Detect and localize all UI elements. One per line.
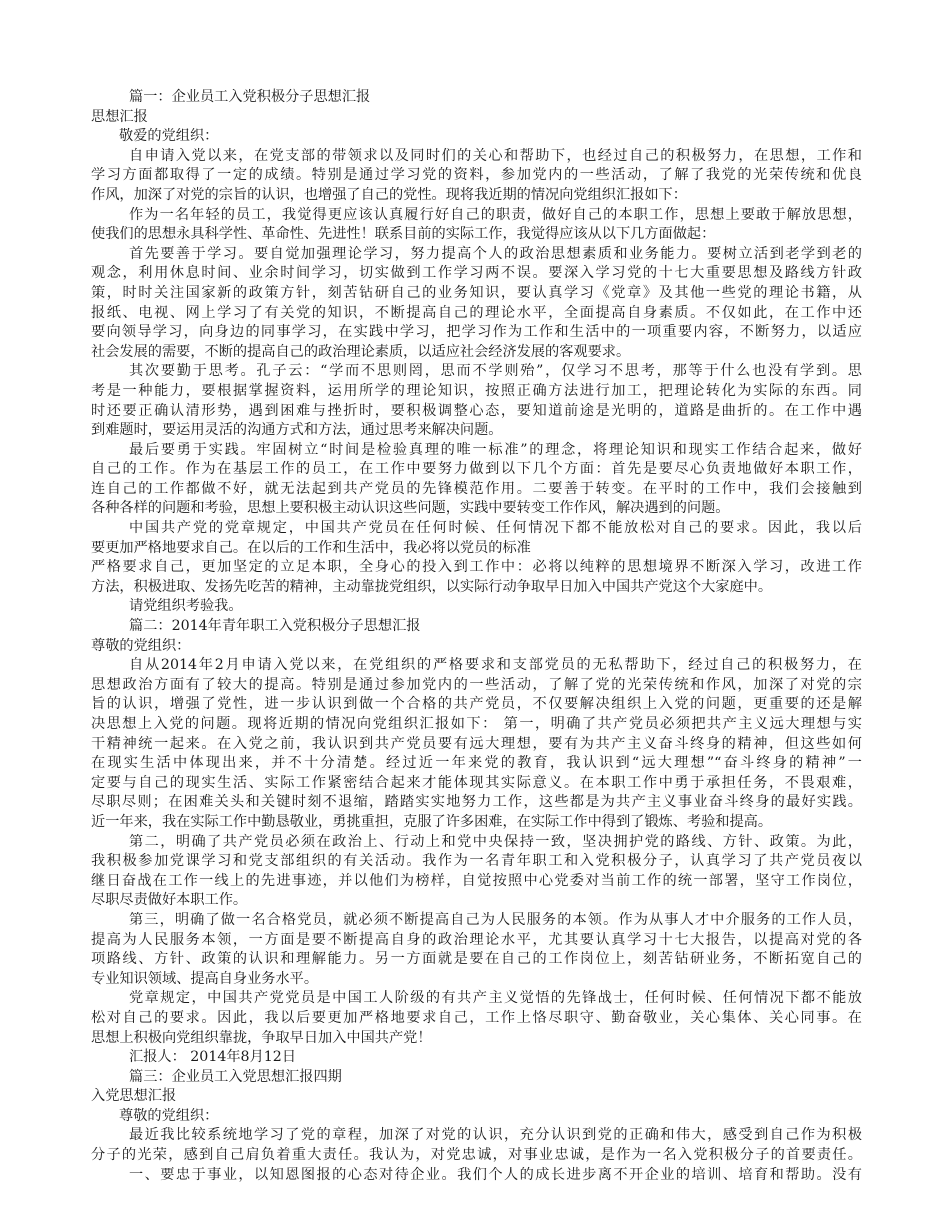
text-line: 第三，明确了做一名合格党员，就必须不断提高自己为人民服务的本领。作为从事人才中介服务的工作人员， bbox=[129, 911, 862, 928]
text-line: 学习方面都取得了一定的成绩。特别是通过学习党的资料，参加党内的一些活动，了解了我党的光荣传统和优良 bbox=[91, 167, 862, 184]
text-line: 首先要善于学习。要自觉加强理论学习，努力提高个人的政治思想素质和业务能力。要树立活到老学到老的 bbox=[129, 245, 862, 262]
text-line: 观念，利用休息时间、业余时间学习，切实做到工作学习两不误。要深入学习党的十七大重要思想及路线方针政 bbox=[91, 265, 862, 282]
text-line: 自从2014年2月申请入党以来，在党组织的严格要求和支部党员的无私帮助下，经过自己的积极努力，在 bbox=[129, 657, 862, 674]
text-line: 尊敬的党组织： bbox=[91, 637, 191, 654]
text-line: 定要与自己的现实生活、实际工作紧密结合起来才能体现其实际意义。在本职工作中勇于承担任务，不畏艰难， bbox=[91, 774, 862, 791]
text-line: 干精神统一起来。在入党之前，我认识到共产党员要有远大理想，要有为共产主义奋斗终身的精神，但这些如何 bbox=[91, 735, 862, 752]
text-line: 继日奋战在工作一线上的先进事迹，并以他们为榜样，自觉按照中心党委对当前工作的统一部署，坚守工作岗位， bbox=[91, 872, 862, 889]
text-line: 提高为人民服务本领，一方面是要不断提高自身的政治理论水平，尤其要认真学习十七大报告，以提高对党的各 bbox=[91, 931, 862, 948]
text-line: 入党思想汇报 bbox=[91, 1088, 177, 1105]
text-line: 最后要勇于实践。牢固树立“时间是检验真理的唯一标准”的理念，将理论知识和现实工作结合起来，做好 bbox=[129, 441, 862, 458]
text-line: 使我们的思想永具科学性、革命性、先进性！联系目前的实际工作，我觉得应该从以下几方面做起： bbox=[91, 226, 716, 243]
text-line: 在现实生活中体现出来，并不十分清楚。经过近一年来党的教育，我认识到“远大理想”“奋斗终身的精神”一 bbox=[91, 755, 862, 772]
text-line: 尽职尽则；在困难关头和关键时刻不退缩，踏踏实实地努力工作，这些都是为共产主义事业奋斗终身的最好实践。 bbox=[91, 794, 862, 811]
text-line: 自己的工作。作为在基层工作的员工，在工作中要努力做到以下几个方面：首先是要尽心负责地做好本职工作， bbox=[91, 461, 862, 478]
text-line: 要向领导学习，向身边的同事学习，在实践中学习，把学习作为工作和生活中的一项重要内容，不断努力，以适应 bbox=[91, 324, 862, 341]
text-line: 策，时时关注国家新的政策方针，刻苦钻研自己的业务知识，要认真学习《党章》及其他一些党的理论书籍，从 bbox=[91, 284, 862, 301]
text-line: 考是一种能力，要根据掌握资料，运用所学的理论知识，按照正确方法进行加工，把理论转化为实际的东西。同 bbox=[91, 382, 862, 399]
text-line: 最近我比较系统地学习了党的章程，加深了对党的认识，充分认识到党的正确和伟大，感受到自己作为积极 bbox=[129, 1127, 862, 1144]
text-line: 思想政治方面有了较大的提高。特别是通过参加党内的一些活动，了解了党的光荣传统和作风，加深了对党的宗 bbox=[91, 676, 862, 693]
text-line: 分子的光荣，感到自己肩负着重大责任。我认为，对党忠诚，对事业忠诚，是作为一名入党积极分子的首要责任。 bbox=[91, 1147, 862, 1164]
text-line: 作风，加深了对党的宗旨的认识，也增强了自己的党性。现将我近期的情况向党组织汇报如下： bbox=[91, 186, 687, 203]
text-line: 专业知识领域、提高自身业务水平。 bbox=[91, 970, 319, 987]
text-line: 要更加严格地要求自己。在以后的工作和生活中，我必将以党员的标准 bbox=[91, 539, 531, 556]
text-line: 连自己的工作都做不好，就无法起到共产党员的先锋模范作用。二要善于转变。在平时的工作中，我们会接触到 bbox=[91, 480, 862, 497]
text-line: 请党组织考验我。 bbox=[129, 598, 243, 615]
text-line: 其次要勤于思考。孔子云：“学而不思则罔，思而不学则殆”，仅学习不思考，那等于什么也没有学到。思 bbox=[129, 363, 862, 380]
text-line: 社会发展的需要，不断的提高自己的政治理论素质，以适应社会经济发展的客观要求。 bbox=[91, 343, 631, 360]
text-line: 时还要正确认清形势，遇到困难与挫折时，要积极调整心态，要知道前途是光明的，道路是曲折的。在工作中遇 bbox=[91, 402, 862, 419]
text-line: 敬爱的党组织： bbox=[119, 128, 219, 145]
text-line: 自申请入党以来，在党支部的带领求以及同时们的关心和帮助下，也经过自己的积极努力，在思想，工作和 bbox=[129, 147, 862, 164]
text-line: 一、要忠于事业，以知恩图报的心态对待企业。我们个人的成长进步离不开企业的培训、培育和帮助。没有 bbox=[129, 1166, 862, 1183]
text-line: 党章规定，中国共产党党员是中国工人阶级的有共产主义觉悟的先锋战士，任何时候、任何情况下都不能放 bbox=[129, 990, 862, 1007]
text-line: 我积极参加党课学习和党支部组织的有关活动。我作为一名青年职工和入党积极分子，认真学习了共产党员夜以 bbox=[91, 853, 862, 870]
text-line: 作为一名年轻的员工，我觉得更应该认真履行好自己的职责，做好自己的本职工作，思想上要敢于解放思想， bbox=[129, 206, 862, 223]
text-line: 报纸、电视、网上学习了有关党的知识，不断提高自己的理论水平，全面提高自身素质。不仅如此，在工作中还 bbox=[91, 304, 862, 321]
text-line: 中国共产党的党章规定，中国共产党员在任何时候、任何情况下都不能放松对自己的要求。因此，我以后 bbox=[129, 520, 862, 537]
text-line: 尊敬的党组织： bbox=[119, 1107, 219, 1124]
text-line: 严格要求自己，更加坚定的立足本职，全身心的投入到工作中：必将以纯粹的思想境界不断深入学习，改进工作 bbox=[91, 559, 862, 576]
text-line: 思想汇报 bbox=[91, 108, 148, 125]
text-line: 篇三：企业员工入党思想汇报四期 bbox=[129, 1068, 342, 1085]
text-line: 决思想上入党的问题。现将近期的情况向党组织汇报如下： 第一，明确了共产党员必须把共产主义远大理想与实 bbox=[91, 716, 862, 732]
text-line: 到难题时，要运用灵活的沟通方式和方法，通过思考来解决问题。 bbox=[91, 422, 503, 439]
text-line: 篇二：2014年青年职工入党积极分子思想汇报 bbox=[129, 618, 421, 635]
text-line: 松对自己的要求。因此，我以后要更加严格地要求自己，工作上恪尽职守、勤奋敬业，关心集体、关心同事。在 bbox=[91, 1009, 862, 1026]
text-line: 方法，积极进取、发扬先吃苦的精神，主动靠拢党组织，以实际行动争取早日加入中国共产党这个大家庭中。 bbox=[91, 578, 773, 595]
text-line: 篇一：企业员工入党积极分子思想汇报 bbox=[129, 89, 371, 105]
text-line: 近一年来，我在实际工作中勤恳敬业，勇挑重担，克服了许多困难，在实际工作中得到了锻炼、考验和提高。 bbox=[91, 813, 773, 830]
text-line: 旨的认识，增强了党性，进一步认识到做一个合格的共产党员，不仅要解决组织上入党的问题，更重要的还是解 bbox=[91, 696, 862, 713]
text-line: 思想上积极向党组织靠拢，争取早日加入中国共产党！ bbox=[91, 1029, 432, 1046]
text-line: 项路线、方针、政策的认识和理解能力。另一方面就是要在自己的工作岗位上，刻苦钻研业务，不断拓宽自己的 bbox=[91, 951, 862, 968]
text-line: 各种各样的问题和考验，思想上要积极主动认识这些问题，实践中要转变工作作风，解决遇到的问题。 bbox=[91, 500, 730, 517]
text-line: 尽职尽责做好本职工作。 bbox=[91, 892, 248, 909]
text-line: 第二，明确了共产党员必须在政治上、行动上和党中央保持一致，坚决拥护党的路线、方针、政策。为此， bbox=[129, 833, 862, 850]
text-line: 汇报人： 2014年8月12日 bbox=[129, 1049, 297, 1066]
